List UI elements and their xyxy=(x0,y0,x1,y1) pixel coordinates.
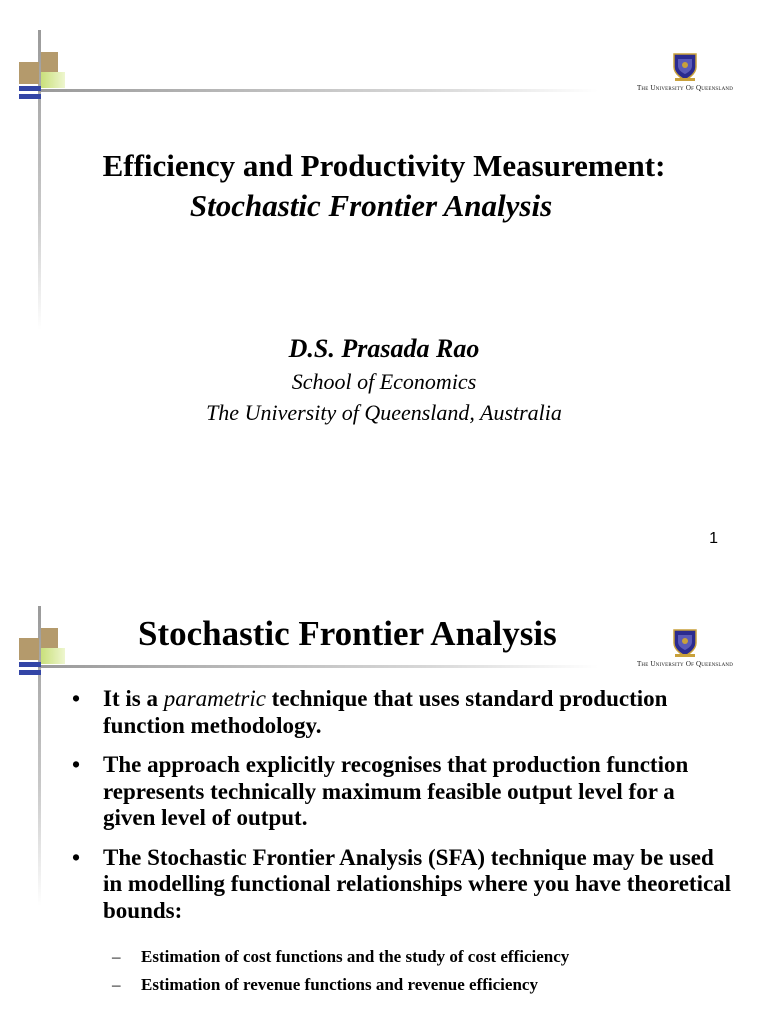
tan-square xyxy=(19,638,39,660)
bullet-emphasis: parametric xyxy=(163,686,266,711)
author-affiliation-school: School of Economics xyxy=(291,369,477,394)
horizontal-rule xyxy=(38,89,598,92)
slide-2 xyxy=(0,576,768,1024)
slide-2-title: Stochastic Frontier Analysis xyxy=(138,614,557,653)
university-logo-text: The University Of Queensland xyxy=(636,84,734,92)
bullet-text: The approach explicitly recognises that production function represents technically maximum feasible output level for a given level of output. xyxy=(103,752,689,830)
university-logo-text: The University Of Queensland xyxy=(636,660,734,668)
sub-bullet-marker: – xyxy=(112,975,121,994)
blue-bar-top xyxy=(19,662,41,667)
sub-bullet-cost xyxy=(72,946,732,967)
university-crest-icon xyxy=(671,628,699,658)
bullet-text-pre: It is a xyxy=(103,686,164,711)
author-name: D.S. Prasada Rao xyxy=(288,334,480,363)
bullet-marker: • xyxy=(72,686,81,711)
slide-1-title: Efficiency and Productivity Measurement: xyxy=(102,148,666,183)
blue-bar-bottom xyxy=(19,670,41,675)
sub-bullet-revenue xyxy=(72,974,732,995)
sub-bullet-text: Estimation of revenue functions and revenue efficiency xyxy=(141,975,538,994)
tan-square-small xyxy=(41,628,58,648)
author-affiliation-university: The University of Queensland, Australia xyxy=(206,400,562,425)
sub-bullet-list xyxy=(72,946,732,995)
bullet-item-approach xyxy=(72,752,732,832)
tan-square xyxy=(19,62,39,84)
bullet-list xyxy=(72,686,732,1002)
bullet-marker: • xyxy=(72,752,81,777)
bullet-item-sfa-technique xyxy=(72,845,732,925)
page-number: 1 xyxy=(709,530,718,547)
university-logo xyxy=(620,52,750,100)
bullet-text: The Stochastic Frontier Analysis (SFA) technique may be used in modelling functional relationships where you have theoretical bounds: xyxy=(103,844,732,923)
blue-bar-top xyxy=(19,86,41,91)
slide-1-subtitle: Stochastic Frontier Analysis xyxy=(189,188,553,223)
sub-bullet-marker: – xyxy=(112,947,121,966)
university-logo xyxy=(620,628,750,676)
tan-square-small xyxy=(41,52,58,72)
blue-bar-bottom xyxy=(19,94,41,99)
bullet-marker: • xyxy=(72,844,81,870)
horizontal-rule xyxy=(38,665,598,668)
sub-bullet-text: Estimation of cost functions and the study of cost efficiency xyxy=(141,947,570,966)
university-crest-icon xyxy=(671,52,699,82)
bullet-item-parametric xyxy=(72,686,732,739)
bullet-text-post: technique that uses standard production function methodology. xyxy=(103,686,668,738)
green-square xyxy=(41,72,65,88)
green-square xyxy=(41,648,65,664)
